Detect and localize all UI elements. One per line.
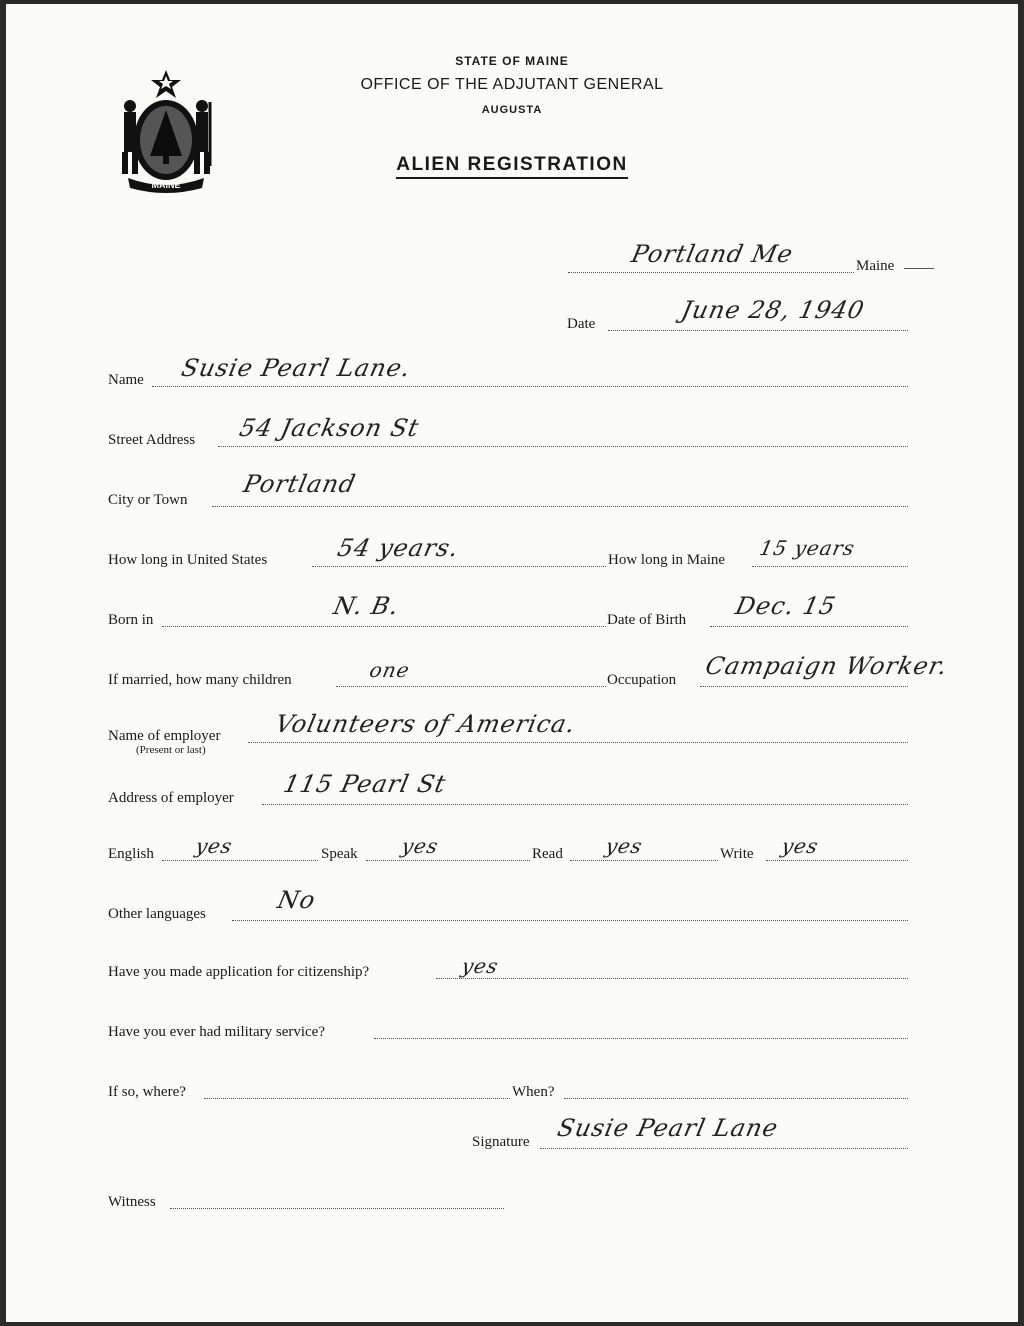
city-value: Portland <box>241 470 359 498</box>
read-label: Read <box>532 846 563 862</box>
read-dotted-line <box>570 860 718 861</box>
employer-dotted-line <box>248 742 908 743</box>
occupation-dotted-line <box>700 686 908 687</box>
dob-value: Dec. 15 <box>733 592 839 620</box>
employer-sublabel: (Present or last) <box>136 744 206 756</box>
seal-text: MAINE <box>151 180 181 190</box>
city-dotted-line <box>212 506 908 507</box>
signature-value: Susie Pearl Lane <box>555 1114 781 1142</box>
dob-label: Date of Birth <box>607 612 687 628</box>
other-lang-dotted-line <box>232 920 908 921</box>
city-label: City or Town <box>108 492 188 508</box>
maine-label: How long in Maine <box>608 552 726 568</box>
date-value: June 28, 1940 <box>679 296 868 324</box>
date-dotted-line <box>608 330 908 331</box>
born-value: N. B. <box>331 592 402 620</box>
name-dotted-line <box>152 386 908 387</box>
children-value: one <box>367 658 413 682</box>
other-lang-label: Other languages <box>108 906 206 922</box>
write-label: Write <box>720 846 754 862</box>
header-office: OFFICE OF THE ADJUTANT GENERAL <box>360 76 664 93</box>
employer-label: Name of employer <box>108 728 221 744</box>
name-value: Susie Pearl Lane. <box>179 354 414 382</box>
where-dotted-line <box>204 1098 510 1099</box>
children-dotted-line <box>336 686 606 687</box>
us-dotted-line <box>312 566 606 567</box>
witness-dotted-line <box>170 1208 504 1209</box>
emp-addr-dotted-line <box>262 804 908 805</box>
where-label: If so, where? <box>108 1084 186 1100</box>
other-lang-value: No <box>275 886 319 914</box>
street-value: 54 Jackson St <box>237 414 423 442</box>
header-city: AUGUSTA <box>481 104 543 116</box>
occupation-value: Campaign Worker. <box>703 652 951 680</box>
speak-value: yes <box>399 834 441 858</box>
place-label: Maine <box>856 258 895 274</box>
emp-addr-value: 115 Pearl St <box>281 770 449 798</box>
date-label: Date <box>567 316 596 332</box>
emp-addr-label: Address of employer <box>108 790 234 806</box>
maine-dotted-line <box>752 566 908 567</box>
signature-label: Signature <box>472 1134 530 1150</box>
occupation-label: Occupation <box>607 672 677 688</box>
speak-label: Speak <box>321 846 358 862</box>
us-value: 54 years. <box>335 534 462 562</box>
children-label: If married, how many children <box>108 672 292 688</box>
name-label: Name <box>108 372 144 388</box>
english-value: yes <box>193 834 235 858</box>
employer-value: Volunteers of America. <box>273 710 579 738</box>
speak-dotted-line <box>366 860 530 861</box>
write-value: yes <box>779 834 821 858</box>
witness-label: Witness <box>108 1194 156 1210</box>
born-dotted-line <box>162 626 606 627</box>
place-dotted-line <box>568 272 854 273</box>
military-label: Have you ever had military service? <box>108 1024 325 1040</box>
form-title-text: ALIEN REGISTRATION <box>396 154 627 179</box>
born-label: Born in <box>108 612 154 628</box>
registration-form-page <box>6 4 1018 1322</box>
signature-dotted-line <box>540 1148 908 1149</box>
when-dotted-line <box>564 1098 908 1099</box>
dob-dotted-line <box>710 626 908 627</box>
citizenship-value: yes <box>459 954 501 978</box>
street-label: Street Address <box>108 432 196 448</box>
street-dotted-line <box>218 446 908 447</box>
write-dotted-line <box>766 860 908 861</box>
place-value: Portland Me <box>629 240 796 268</box>
place-tail-line <box>904 268 934 269</box>
english-label: English <box>108 846 154 862</box>
english-dotted-line <box>162 860 318 861</box>
military-dotted-line <box>374 1038 908 1039</box>
form-title <box>6 154 1018 176</box>
read-value: yes <box>603 834 645 858</box>
us-label: How long in United States <box>108 552 268 568</box>
when-label: When? <box>512 1084 555 1100</box>
citizenship-label: Have you made application for citizenship? <box>108 964 370 980</box>
maine-value: 15 years <box>757 536 858 560</box>
header-state: STATE OF MAINE <box>455 54 569 68</box>
citizenship-dotted-line <box>436 978 908 979</box>
